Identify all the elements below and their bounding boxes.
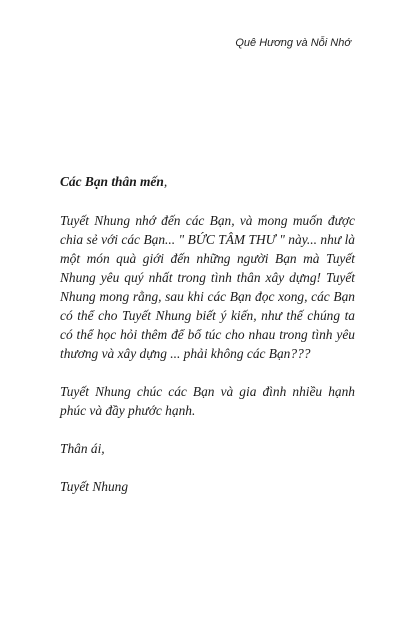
- letter-body: [60, 172, 355, 496]
- letter-greeting: [60, 172, 355, 191]
- greeting-text: Các Bạn thân mến: [60, 174, 164, 189]
- running-header: Quê Hương và Nỗi Nhớ: [235, 37, 351, 49]
- letter-paragraph-1: Tuyết Nhung nhớ đến các Bạn, và mong muốn được chia sẻ với các Bạn... " BỨC TÂM THƯ " này... như là một món quà giới đến những người Bạn mà Tuyết Nhung yêu quý nhất trong tình thân xây dựng! Tuyết Nhung mong rằng, sau khi các Bạn đọc xong, các Bạn có thể cho Tuyết Nhung biết ý kiến, như thế chúng ta có thể học hỏi thêm để bổ túc cho nhau trong tình yêu thương và xây dựng ... phải không các Bạn???: [60, 213, 355, 361]
- greeting-punctuation: ,: [163, 174, 168, 189]
- letter-paragraph-2: Tuyết Nhung chúc các Bạn và gia đình nhiều hạnh phúc và đầy phước hạnh.: [60, 384, 355, 418]
- letter-signature: Tuyết Nhung: [60, 479, 129, 494]
- letter-closing: Thân ái,: [60, 441, 105, 456]
